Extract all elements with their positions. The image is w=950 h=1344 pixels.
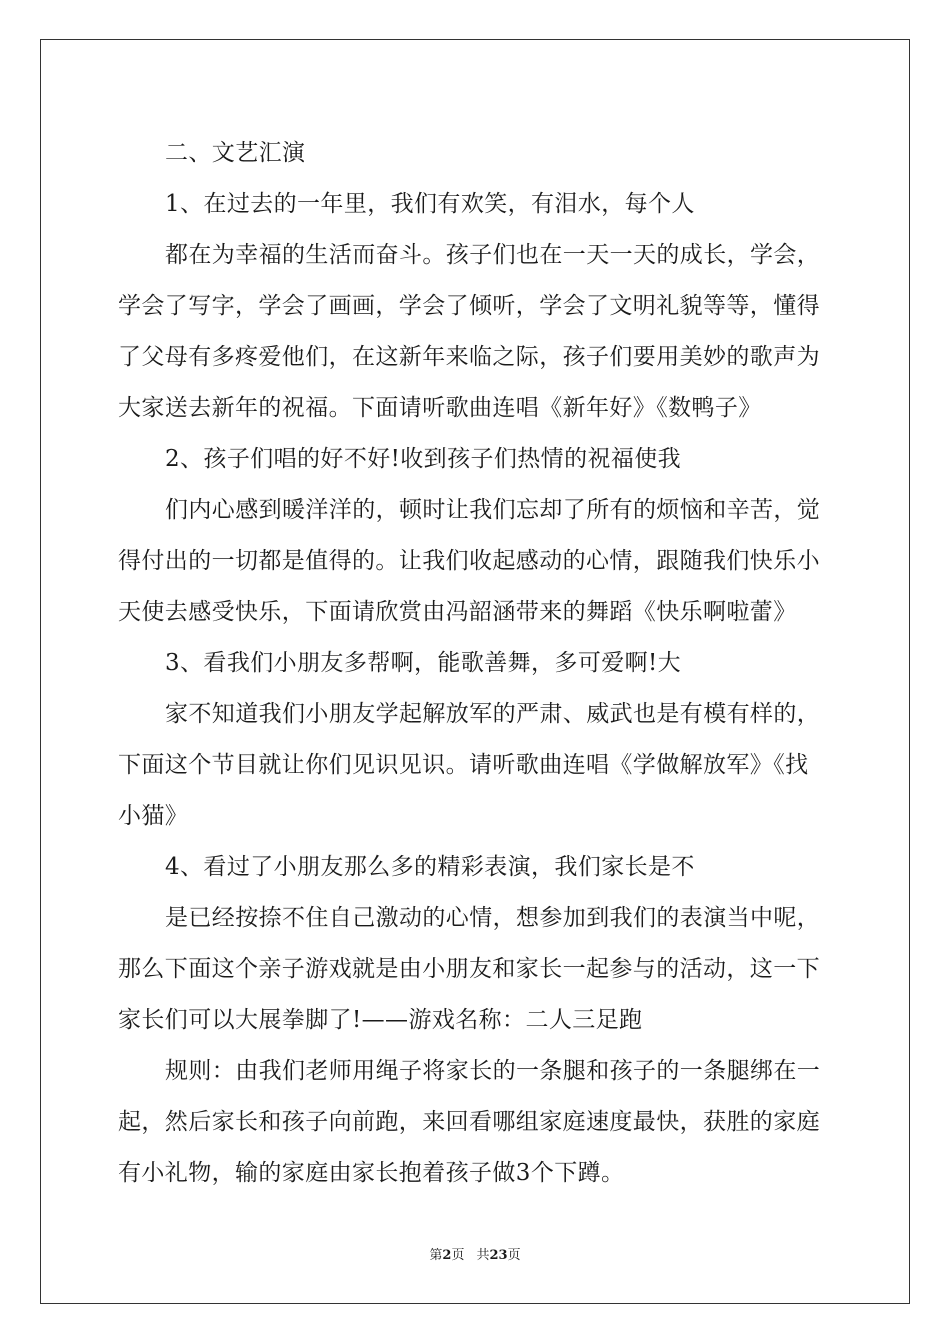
paragraph-line: 有小礼物，输的家庭由家长抱着孩子做3个下蹲。 (118, 1160, 625, 1186)
document-body (118, 128, 838, 1199)
section-heading: 二、文艺汇演 (165, 140, 306, 166)
page-suffix: 页 (451, 1248, 465, 1263)
paragraph-line: 是已经按捺不住自己激动的心情，想参加到我们的表演当中呢， (165, 905, 821, 931)
paragraph-line: 得付出的一切都是值得的。让我们收起感动的心情，跟随我们快乐小 (118, 548, 820, 574)
paragraph-line: 小猫》 (118, 803, 189, 829)
paragraph-line: 3、看我们小朋友多帮啊，能歌善舞，多可爱啊!大 (165, 650, 682, 676)
paragraph-line: 1、在过去的一年里，我们有欢笑，有泪水，每个人 (165, 191, 695, 217)
paragraph-line: 那么下面这个亲子游戏就是由小朋友和家长一起参与的活动，这一下 (118, 956, 820, 982)
page-prefix: 第 (429, 1248, 443, 1263)
paragraph-line: 天使去感受快乐，下面请欣赏由冯韶涵带来的舞蹈《快乐啊啦蕾》 (118, 599, 797, 625)
total-suffix: 页 (507, 1248, 521, 1263)
total-pages: 23 (489, 1248, 508, 1263)
paragraph-line: 起，然后家长和孩子向前跑，来回看哪组家庭速度最快，获胜的家庭 (118, 1109, 820, 1135)
paragraph-line: 家长们可以大展拳脚了!——游戏名称：二人三足跑 (118, 1007, 643, 1033)
paragraph-line: 规则：由我们老师用绳子将家长的一条腿和孩子的一条腿绑在一 (165, 1058, 821, 1084)
paragraph-line: 4、看过了小朋友那么多的精彩表演，我们家长是不 (165, 854, 695, 880)
paragraph-line: 大家送去新年的祝福。下面请听歌曲连唱《新年好》《数鸭子》 (118, 395, 762, 421)
page-number: 2 (442, 1248, 452, 1263)
paragraph-line: 学会了写字，学会了画画，学会了倾听，学会了文明礼貌等等，懂得 (118, 293, 820, 319)
paragraph-line: 家不知道我们小朋友学起解放军的严肃、威武也是有模有样的， (165, 701, 821, 727)
page-footer (0, 1248, 950, 1264)
paragraph-line: 们内心感到暖洋洋的，顿时让我们忘却了所有的烦恼和辛苦，觉 (165, 497, 821, 523)
paragraph-line: 了父母有多疼爱他们，在这新年来临之际，孩子们要用美妙的歌声为 (118, 344, 820, 370)
paragraph-line: 都在为幸福的生活而奋斗。孩子们也在一天一天的成长，学会， (165, 242, 821, 268)
paragraph-line: 2、孩子们唱的好不好!收到孩子们热情的祝福使我 (165, 446, 682, 472)
paragraph-line: 下面这个节目就让你们见识见识。请听歌曲连唱《学做解放军》《找 (118, 752, 809, 778)
total-prefix: 共 (476, 1248, 490, 1263)
